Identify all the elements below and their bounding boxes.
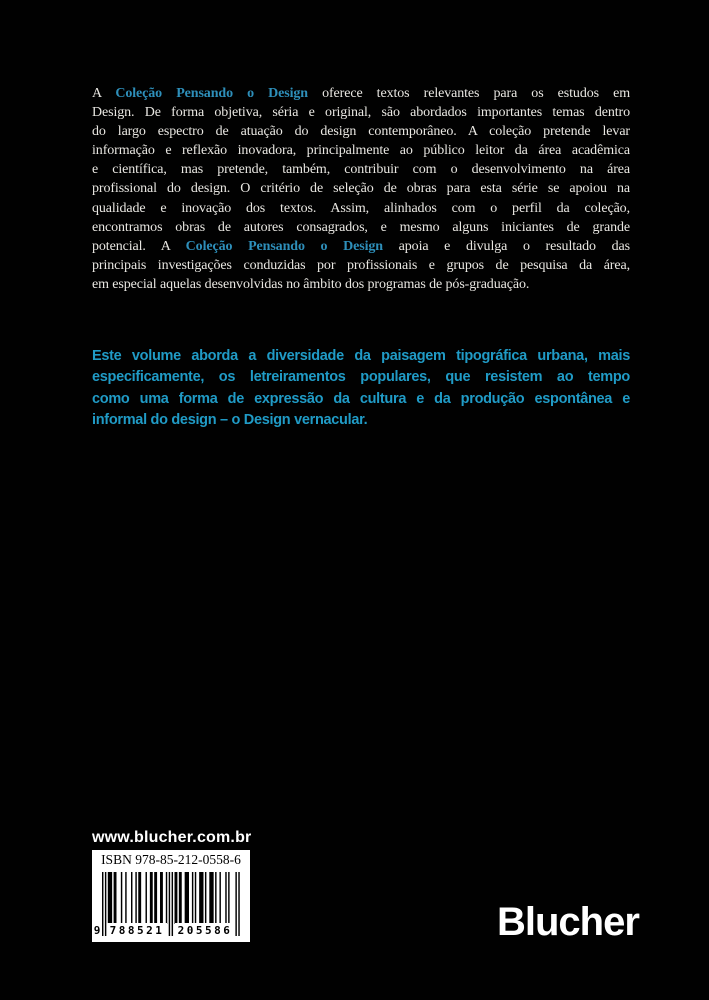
barcode-bar: [185, 872, 189, 924]
barcode-bar: [215, 872, 216, 924]
barcode-bar: [135, 872, 136, 924]
text-segment: profissional do design. O critério de seleção de obras para esta série se apoiou na: [92, 181, 630, 197]
barcode-bar: [154, 872, 157, 924]
text-segment: encontramos obras de autores consagrados, e mesmo alguns iniciantes de grande: [92, 219, 630, 235]
text-segment: potencial. A: [92, 238, 186, 254]
text-segment: do largo espectro de atuação do design contemporâneo. A coleção pretende levar: [92, 124, 630, 140]
text-line: [92, 103, 630, 122]
barcode-bar: [192, 872, 193, 924]
text-line: [92, 389, 630, 410]
collection-title-accent: Coleção Pensando o Design: [185, 238, 383, 254]
text-segment: Este volume aborda a diversidade da paisagem tipográfica urbana, mais: [92, 348, 630, 364]
text-segment: informação e reflexão inovadora, principalmente ao público leitor da área acadêmica: [92, 143, 630, 159]
barcode-bar: [199, 872, 203, 924]
barcode-bar: [108, 872, 112, 924]
barcode-bar: [195, 872, 196, 924]
barcode-digit-group-right: 205586: [175, 923, 235, 938]
barcode-bar: [225, 872, 226, 924]
volume-statement: [92, 346, 630, 431]
text-segment: apoia e divulga o resultado das: [382, 238, 630, 254]
barcode-bar: [209, 872, 213, 924]
isbn-label: ISBN 978-85-212-0558-6: [101, 852, 241, 867]
isbn-barcode-panel: [92, 850, 250, 942]
barcode-bar: [175, 872, 178, 924]
barcode-bar: [169, 872, 170, 936]
barcode-bar: [172, 872, 173, 936]
text-segment: como uma forma de expressão da cultura e da produção espontânea e: [92, 390, 630, 407]
barcode-bar: [131, 872, 132, 924]
text-segment: principais investigações conduzidas por profissionais e grupos de pesquisa da área,: [92, 257, 630, 273]
text-line: [92, 367, 630, 388]
barcode-bar: [138, 872, 141, 924]
barcode-bar: [238, 872, 239, 936]
text-line: [92, 122, 630, 141]
barcode-bar: [166, 872, 167, 924]
text-line: [92, 218, 630, 237]
barcode-bar: [125, 872, 126, 924]
text-line: [92, 84, 630, 103]
text-segment: qualidade e inovação dos textos. Assim, alinhados com o perfil da coleção,: [92, 200, 630, 216]
barcode-bar: [228, 872, 229, 924]
barcode-bar: [219, 872, 220, 924]
collection-title-accent: Coleção Pensando o Design: [115, 86, 308, 101]
barcode-bar: [102, 872, 103, 936]
text-segment: e científica, mas pretende, também, contribuir com o desenvolvimento na área: [92, 162, 630, 178]
text-segment: Design. De forma objetiva, séria e original, são abordados importantes temas dentro: [92, 105, 630, 121]
text-segment: especificamente, os letreiramentos populares, que resistem ao tempo: [92, 369, 630, 386]
text-line: [92, 256, 630, 275]
barcode-digit-first: 9: [93, 924, 101, 937]
text-segment: A: [92, 86, 116, 101]
text-segment: em especial aquelas desenvolvidas no âmbito dos programas de pós-graduação.: [92, 276, 530, 292]
text-line: [92, 141, 630, 160]
barcode-bar: [179, 872, 182, 924]
barcode-bar: [146, 872, 147, 924]
barcode-digit-group-left: 788521: [107, 923, 167, 938]
barcode-bar: [205, 872, 206, 924]
barcode-bar: [114, 872, 117, 924]
barcode-bar: [121, 872, 122, 924]
barcode-bar: [150, 872, 153, 924]
publisher-logo: Blucher: [497, 900, 639, 944]
barcode-bar: [235, 872, 236, 936]
text-segment: informal do design – o Design vernacular.: [92, 411, 368, 428]
text-line: [92, 199, 630, 218]
text-line: [92, 346, 630, 367]
text-line: [92, 410, 630, 431]
text-line: [92, 179, 630, 198]
barcode-bar: [160, 872, 163, 924]
text-line: [92, 160, 630, 179]
publisher-website-url: www.blucher.com.br: [92, 829, 252, 846]
text-line: [92, 237, 630, 256]
collection-description: [92, 84, 630, 294]
text-segment: oferece textos relevantes para os estudos em: [307, 86, 630, 101]
text-line: [92, 275, 630, 294]
